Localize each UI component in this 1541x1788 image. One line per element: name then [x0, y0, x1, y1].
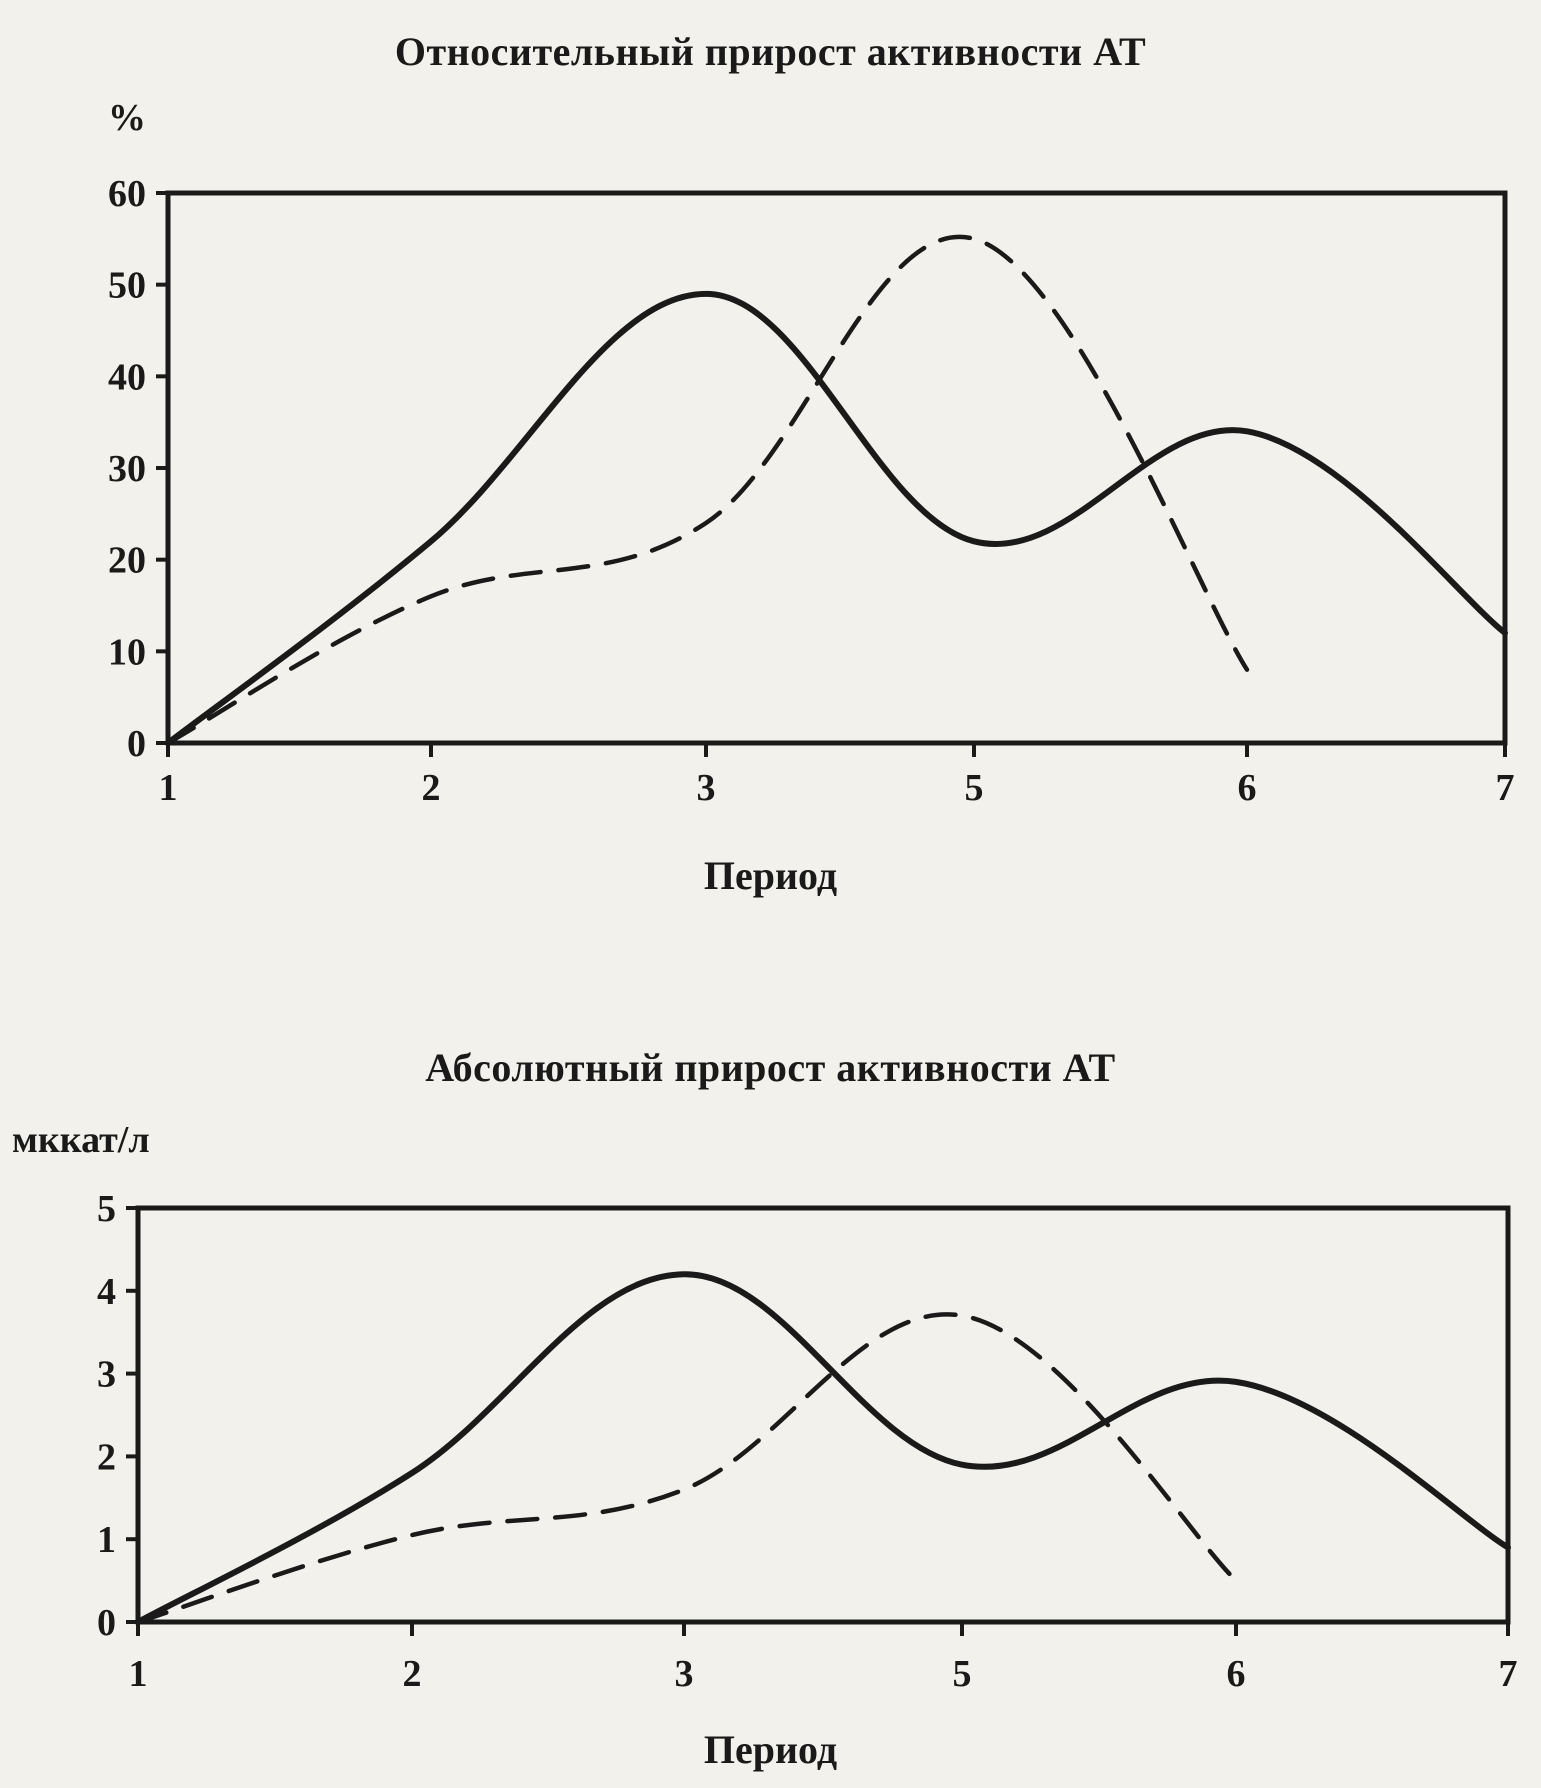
plot-frame: [168, 193, 1505, 743]
x-tick-label: 3: [696, 767, 716, 809]
series-line-solid: [138, 1274, 1508, 1622]
y-tick-label: 1: [97, 1519, 116, 1562]
x-tick-label: 2: [421, 767, 441, 809]
x-tick-label: 1: [128, 1653, 148, 1695]
x-tick-label: 2: [402, 1653, 422, 1695]
y-axis-unit: %: [108, 97, 146, 139]
y-tick-label: 0: [127, 723, 146, 765]
y-tick-label: 3: [97, 1353, 116, 1396]
chart-plot: [0, 1010, 1541, 1710]
x-tick-label: 3: [674, 1653, 694, 1695]
series-line-dashed: [138, 1314, 1236, 1622]
y-tick-label: 50: [108, 264, 146, 307]
y-axis-unit: мккат/л: [12, 1119, 150, 1161]
y-tick-label: 0: [97, 1602, 116, 1644]
x-tick-label: 6: [1226, 1653, 1246, 1695]
x-tick-label: 1: [158, 767, 178, 809]
y-tick-label: 4: [97, 1270, 116, 1313]
series-line-dashed: [168, 237, 1247, 743]
y-tick-label: 10: [108, 631, 146, 674]
chart-title: Относительный прирост активности АТ: [394, 29, 1147, 74]
series-line-solid: [168, 294, 1505, 743]
x-axis-title: Период: [703, 1727, 838, 1772]
x-tick-label: 5: [964, 767, 984, 809]
y-tick-label: 30: [108, 448, 146, 490]
x-tick-label: 7: [1498, 1653, 1518, 1695]
x-axis-title: Период: [703, 853, 838, 898]
chart-absolute: [0, 1010, 1541, 1788]
y-tick-label: 60: [108, 173, 146, 215]
x-tick-label: 5: [952, 1653, 972, 1695]
y-tick-label: 2: [97, 1436, 116, 1479]
x-tick-label: 6: [1237, 767, 1257, 809]
chart-title: Абсолютный прирост активности АТ: [425, 1045, 1116, 1090]
y-tick-label: 20: [108, 539, 146, 582]
plot-frame: [138, 1208, 1508, 1622]
y-tick-label: 40: [108, 356, 146, 399]
y-tick-label: 5: [97, 1188, 116, 1230]
x-tick-label: 7: [1495, 767, 1515, 809]
